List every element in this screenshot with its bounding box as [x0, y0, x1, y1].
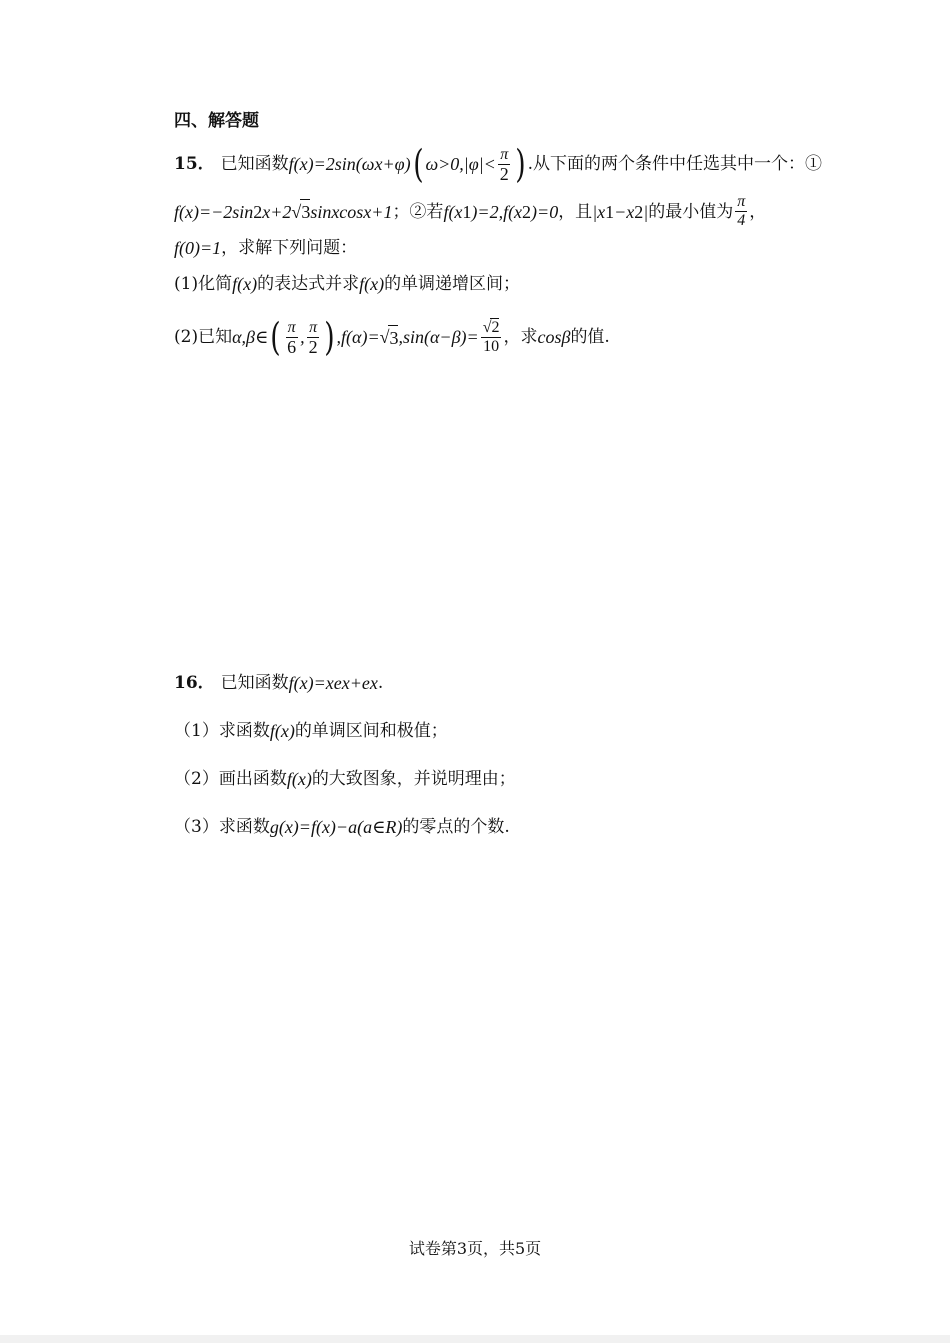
pi-over-4: $\frac{\pi}{4}$ — [737, 193, 746, 229]
cond2-a: f(x — [443, 201, 463, 222]
f0-condition: f(0)=1 — [174, 238, 222, 258]
section-title: 四、解答题 — [174, 111, 259, 131]
q15-def: =2sin(ωx+φ) — [313, 154, 411, 174]
sqrt-sign: √ — [291, 201, 302, 222]
comma: ， — [749, 201, 767, 222]
cond2-c: )=0 — [531, 201, 559, 222]
cond1-c: sinxcosx+1 — [310, 201, 393, 222]
q16-part-1: （1）求函数 f(x) 的单调区间和极值； — [174, 721, 448, 741]
left-paren: ( — [412, 142, 424, 186]
q15-tail: .从下面的两个条件中任选其中一个：① — [527, 154, 823, 174]
q16-part-2: （2）画出函数 f(x) 的大致图象，并说明理由； — [174, 769, 516, 789]
right-paren: ) — [515, 142, 526, 186]
q15-line-2: f(x)=−2sin 2 x+2 √ 3 sinxcosx+1 ；②若 f(x 1 )=2,f(x 2 )=0 ，且 |x 1 −x 2 | 的最小值为 $\frac{\pi}{4}$ ， — [174, 193, 767, 229]
abs-end: | — [643, 201, 649, 222]
abs-diff-a: |x — [592, 201, 606, 222]
cond1-a: f(x)=−2sin — [174, 201, 254, 222]
q15-part-2: (2)已知 α,β∈ ( $\frac{\pi}{6}$ , $\frac{\pi}{2}$ ) ,f(α)= √ 3 ,sin(α−β)= $\frac{√2}{10}$ ，求 cosβ 的值. — [174, 315, 610, 359]
page-footer: 试卷第3页，共5页 — [408, 1239, 542, 1258]
q15-line-1 — [174, 142, 823, 186]
q15-part-1: (1)化简 f(x) 的表达式并求 f(x) 的单调递增区间； — [174, 274, 521, 294]
abs-diff-b: −x — [614, 201, 635, 222]
sqrt3: 3 — [300, 199, 310, 224]
solve-text: ，求解下列问题： — [221, 238, 358, 258]
q15-line-3 — [174, 236, 357, 260]
q15-number: 15． — [174, 154, 215, 174]
q16-part-3: （3）求函数 g(x)=f(x)−a(a∈R) 的零点的个数. — [174, 817, 510, 837]
q15-intro: 已知函数 — [220, 154, 289, 174]
pi-over-6: $\frac{\pi}{6}$ — [287, 318, 297, 357]
pi-over-2: $\frac{\pi}{2}$ — [499, 145, 509, 184]
pi-over-2-b: $\frac{\pi}{2}$ — [308, 318, 318, 357]
cond1-b: x+2 — [262, 201, 292, 222]
cond2-and: ，且 — [558, 201, 593, 222]
cond-sep: ；②若 — [392, 201, 444, 222]
q15-cond: ω>0,|φ|< — [425, 154, 496, 174]
sqrt2-over-10: $\frac{√2}{10}$ — [482, 318, 500, 355]
min-value-text: 的最小值为 — [648, 201, 734, 222]
cond2-b: )=2,f(x — [471, 201, 523, 222]
q16-line-1: 16． 已知函数 f(x)=xe x +e x . — [174, 673, 384, 693]
q16-number: 16． — [174, 673, 215, 693]
scan-edge — [0, 1335, 950, 1343]
q15-fx: f(x) — [288, 154, 314, 174]
